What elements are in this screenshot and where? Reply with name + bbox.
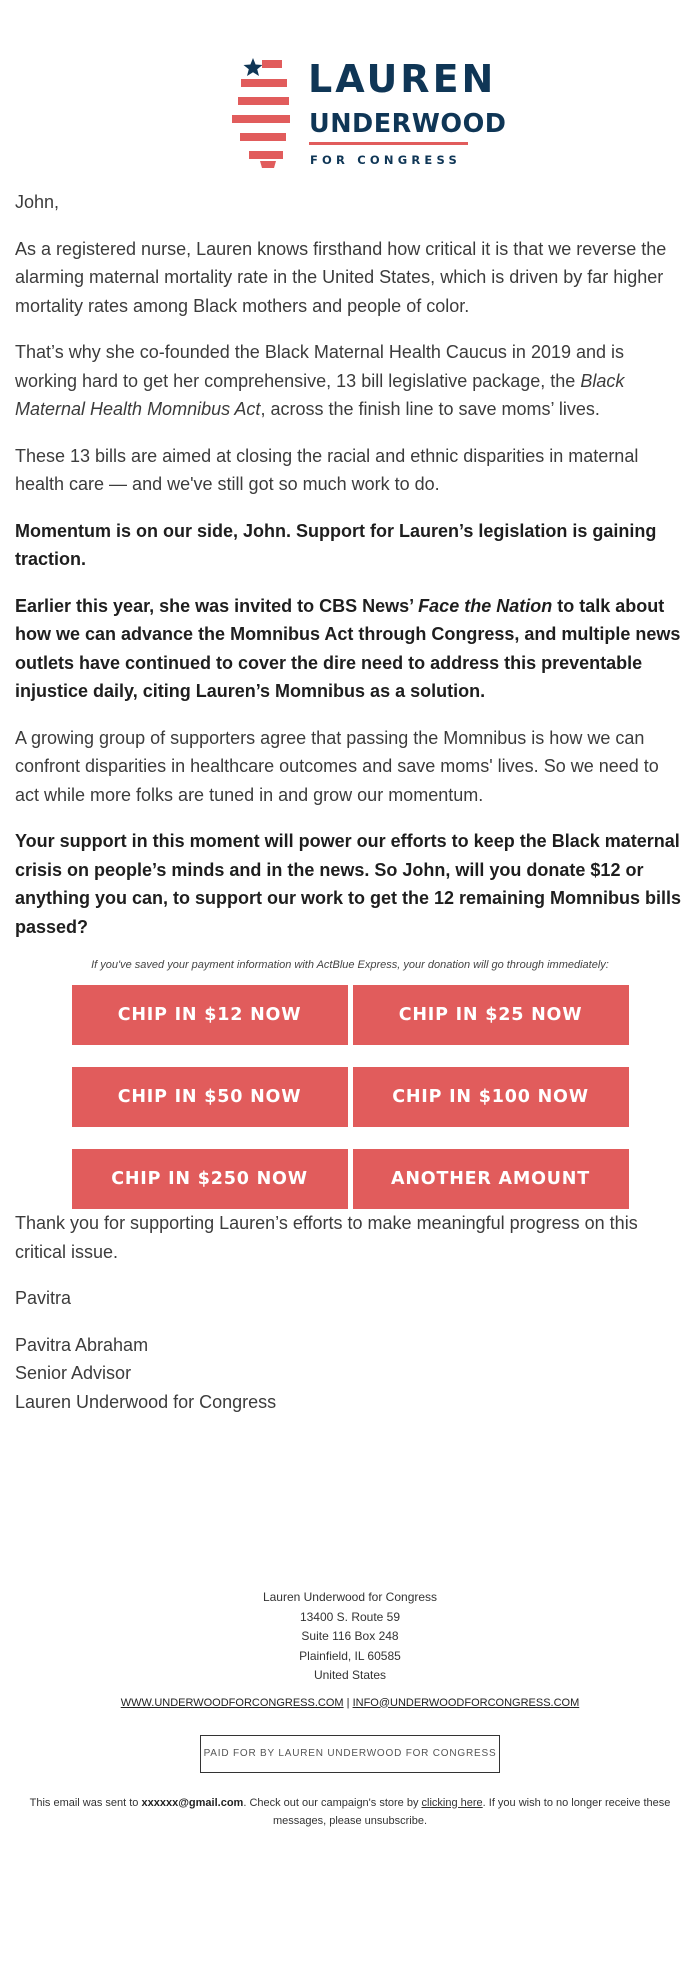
paragraph-5: Earlier this year, she was invited to CBS News’ Face the Nation to talk about how we can advance the Momnibus Act through Congress, and multiple news outlets have continued to cover the dire need to address this preventable injustice daily, citing Lauren’s Momnibus as a solution. [15,595,681,701]
sent-to-notice: This email was sent to xxxxxx@gmail.com. Check out our campaign's store by clicking here. If you wish to no longer receive these messages, please unsubscribe. [29,1796,671,1827]
paragraph-1: As a registered nurse, Lauren knows firsthand how critical it is that we reverse the alarming maternal mortality rate in the United States, which is driven by far higher mortality rates among Black mothers and people of color. [15,238,667,316]
email-body [0,188,700,1416]
chip-in-12-button[interactable]: CHIP IN $12 NOW [72,985,348,1045]
thank-you-paragraph: Thank you for supporting Lauren’s efforts to make meaningful progress on this critical issue. [15,1213,638,1262]
illinois-flag-icon [232,58,290,168]
donation-buttons [72,985,629,1209]
signature-title: Senior Advisor [15,1363,132,1383]
star-icon [244,58,263,76]
recipient-email: xxxxxx@gmail.com [141,1796,244,1809]
email-link[interactable]: INFO@UNDERWOODFORCONGRESS.COM [352,1696,580,1709]
campaign-logo [232,57,507,170]
chip-in-100-button[interactable]: CHIP IN $100 NOW [353,1067,629,1127]
chip-in-25-button[interactable]: CHIP IN $25 NOW [353,985,629,1045]
paragraph-6: A growing group of supporters agree that passing the Momnibus is how we can confront disparities in healthcare outcomes and save moms' lives. So we need to act while more folks are tuned in and grow our momentum. [15,727,659,805]
logo-name-line1: LAUREN [308,57,497,101]
paragraph-2: That’s why she co-founded the Black Maternal Health Caucus in 2019 and is working hard to get her comprehensive, 13 bill legislative package, the Black Maternal Health Momnibus Act, across the finish line to save moms’ lives. [15,342,625,419]
momnibus-act-title: Black Maternal Health Momnibus Act [15,370,625,419]
paragraph-3: These 13 bills are aimed at closing the racial and ethnic disparities in maternal health care — and we've still got so much work to do. [15,445,639,494]
signature-name: Pavitra Abraham [15,1334,149,1355]
signature [15,1331,685,1417]
signature-org: Lauren Underwood for Congress [15,1391,277,1412]
mailing-address: Lauren Underwood for Congress 13400 S. Route 59 Suite 116 Box 248 Plainfield, IL 60585 United States [262,1590,438,1682]
email-footer [0,1588,700,1830]
signoff: Pavitra [15,1288,72,1308]
header-logo [0,0,700,188]
face-the-nation-title: Face the Nation [418,595,553,616]
footer-links: WWW.UNDERWOODFORCONGRESS.COM | INFO@UNDERWOODFORCONGRESS.COM [120,1696,580,1709]
chip-in-50-button[interactable]: CHIP IN $50 NOW [72,1067,348,1127]
paragraph-4: Momentum is on our side, John. Support for Lauren’s legislation is gaining traction. [15,520,657,569]
paragraph-7: Your support in this moment will power our efforts to keep the Black maternal crisis on people’s minds and in the news. So John, will you donate $12 or anything you can, to support our work to get the 12 remaining Momnibus bills passed? [15,831,682,937]
store-link[interactable]: clicking here [421,1796,483,1809]
another-amount-button[interactable]: ANOTHER AMOUNT [353,1149,629,1209]
chip-in-250-button[interactable]: CHIP IN $250 NOW [72,1149,348,1209]
logo-tagline: FOR CONGRESS [310,153,461,167]
website-link[interactable]: WWW.UNDERWOODFORCONGRESS.COM [120,1696,344,1709]
greeting: John, [15,192,60,212]
logo-name-line2: UNDERWOOD [309,109,507,139]
paid-for-disclaimer: PAID FOR BY LAUREN UNDERWOOD FOR CONGRESS [200,1735,500,1773]
actblue-note: If you've saved your payment information with ActBlue Express, your donation will go through immediately: [91,959,609,971]
